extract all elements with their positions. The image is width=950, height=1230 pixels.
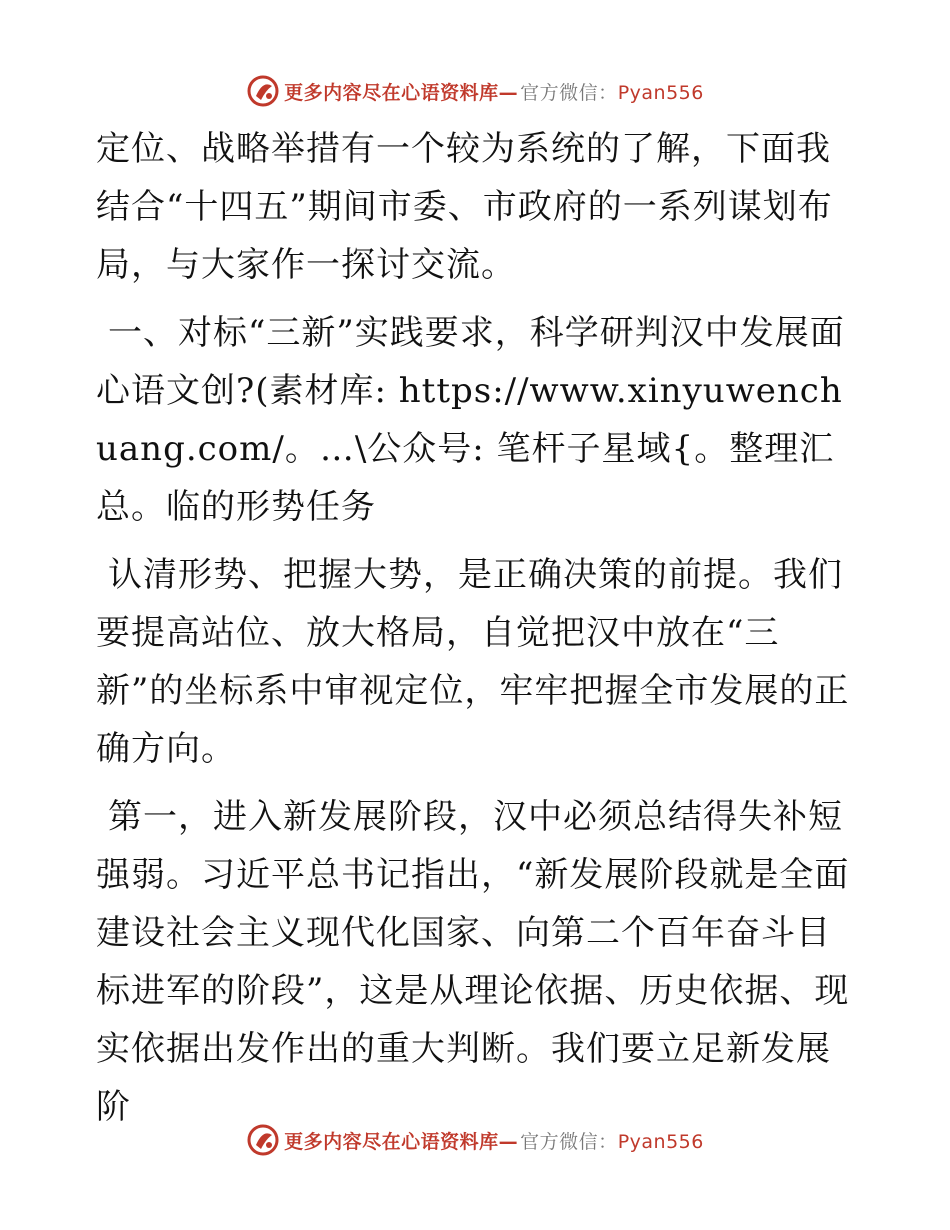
brand-logo-icon <box>246 1123 280 1157</box>
paragraph-3: 认清形势、把握大势，是正确决策的前提。我们要提高站位、放大格局，自觉把汉中放在“三新”的坐标系中审视定位，牢牢把握全市发展的正确方向。 <box>96 555 850 769</box>
banner-wechat-id: Pyan556 <box>617 81 704 104</box>
document-body <box>96 120 856 1146</box>
paragraph-2: 一、对标“三新”实践要求，科学研判汉中发展面心语文创?(素材库: https://www.xinyuwenchuang.com/。…\公众号: 笔杆子星域{。整理汇总。临的形势任务 <box>96 313 845 527</box>
paragraph-1: 定位、战略举措有一个较为系统的了解，下面我结合“十四五”期间市委、市政府的一系列谋划布局，与大家作一探讨交流。 <box>96 129 833 285</box>
banner-wechat-label: 官方微信： <box>520 81 618 104</box>
banner-dash: — <box>498 1130 519 1153</box>
banner-brand: 更多内容尽在心语资料库 <box>284 1130 499 1153</box>
header-banner <box>0 71 950 111</box>
banner-wechat-label: 官方微信： <box>520 1130 618 1153</box>
paragraph-4: 第一，进入新发展阶段，汉中必须总结得失补短强弱。习近平总书记指出，“新发展阶段就是全面建设社会主义现代化国家、向第二个百年奋斗目标进军的阶段”，这是从理论依据、历史依据、现实依据出发作出的重大判断。我们要立足新发展阶 <box>96 797 850 1127</box>
banner-dash: — <box>498 81 519 104</box>
footer-banner <box>0 1120 950 1160</box>
brand-logo-icon <box>246 74 280 108</box>
banner-wechat-id: Pyan556 <box>617 1130 704 1153</box>
banner-brand: 更多内容尽在心语资料库 <box>284 81 499 104</box>
